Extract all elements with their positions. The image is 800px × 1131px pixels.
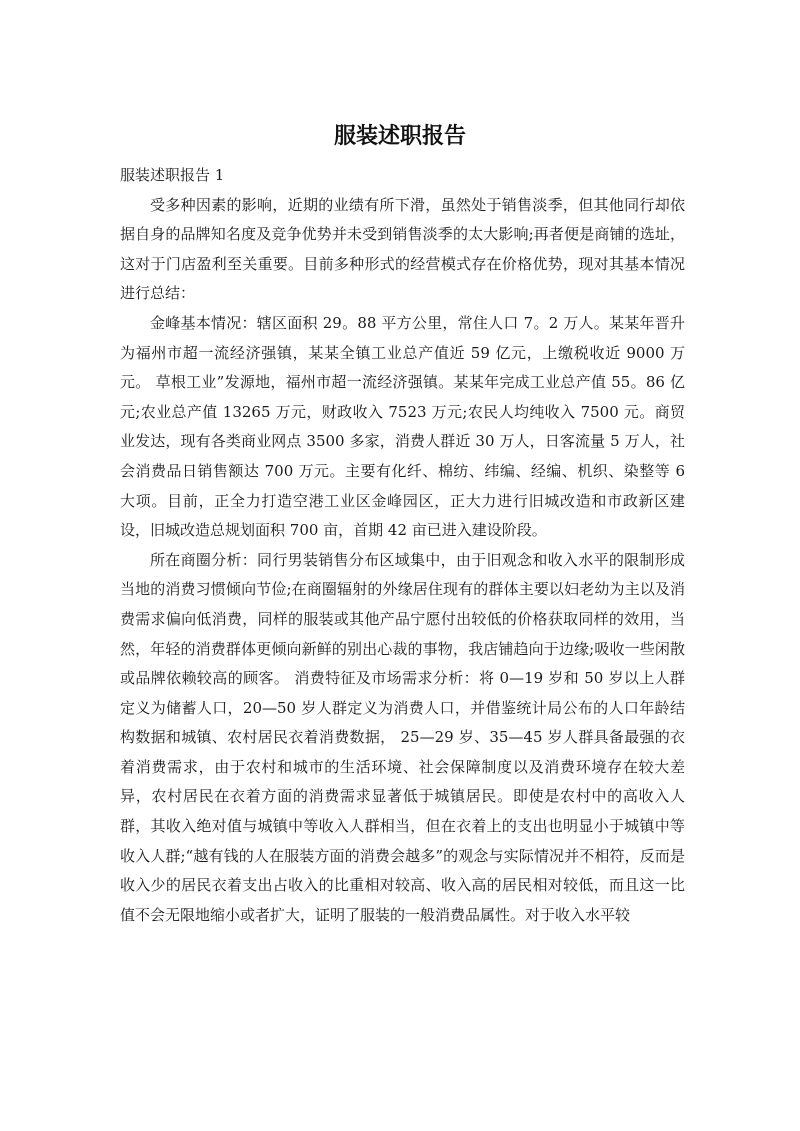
paragraph: 受多种因素的影响，近期的业绩有所下滑，虽然处于销售淡季，但其他同行却依据自身的品牌知名度及竞争优势并未受到销售淡季的太大影响;再者便是商铺的选址，这对于门店盈利至关重要。目前多种形式的经营模式存在价格优势，现对其基本情况进行总结： <box>120 195 685 303</box>
document-body <box>120 161 685 930</box>
page-title: 服装述职报告 <box>333 124 466 149</box>
section-heading: 服装述职报告 1 <box>120 166 225 184</box>
paragraph: 金峰基本情况：辖区面积 29。88 平方公里，常住人口 7。2 万人。某某年晋升为福州市超一流经济强镇，某某全镇工业总产值近 59 亿元，上缴税收近 9000 万元。 草根工业”发源地，福州市超一流经济强镇。某某年完成工业总产值 55。86 亿元;农业总产值 13265 万元，财政收入 7523 万元;农民人均纯收入 7500 元。商贸业发达，现有各类商业网点 3500 多家，消费人群近 30 万人，日客流量 5 万人，社会消费品日销售额达 700 万元。主要有化纤、棉纺、纬编、经编、机织、染整等 6 大项。目前，正全力打造空港工业区金峰园区，正大力进行旧城改造和市政新区建设，旧城改造总规划面积 700 亩，首期 42 亩已进入建设阶段。 <box>120 313 685 540</box>
paragraph: 所在商圈分析：同行男装销售分布区域集中，由于旧观念和收入水平的限制形成当地的消费习惯倾向节俭;在商圈辐射的外缘居住现有的群体主要以妇老幼为主以及消费需求偏向低消费，同样的服装或其他产品宁愿付出较低的价格获取同样的效用，当然，年轻的消费群体更倾向新鲜的别出心裁的事物，我店铺趋向于边缘;吸收一些闲散或品牌依赖较高的顾客。 消费特征及市场需求分析：将 0—19 岁和 50 岁以上人群定义为储蓄人口，20—50 岁人群定义为消费人口，并借鉴统计局公布的人口年龄结构数据和城镇、农村居民衣着消费数据， 25—29 岁、35—45 岁人群具备最强的衣着消费需求，由于农村和城市的生活环境、社会保障制度以及消费环境存在较大差异，农村居民在衣着方面的消费需求显著低于城镇居民。即使是农村中的高收入人群，其收入绝对值与城镇中等收入人群相当，但在衣着上的支出也明显小于城镇中等收入人群;“越有钱的人在服装方面的消费会越多”的观念与实际情况并不相符，反而是收入少的居民衣着支出占收入的比重相对较高、收入高的居民相对较低，而且这一比值不会无限地缩小或者扩大，证明了服装的一般消费品属性。对于收入水平较 <box>120 550 685 924</box>
